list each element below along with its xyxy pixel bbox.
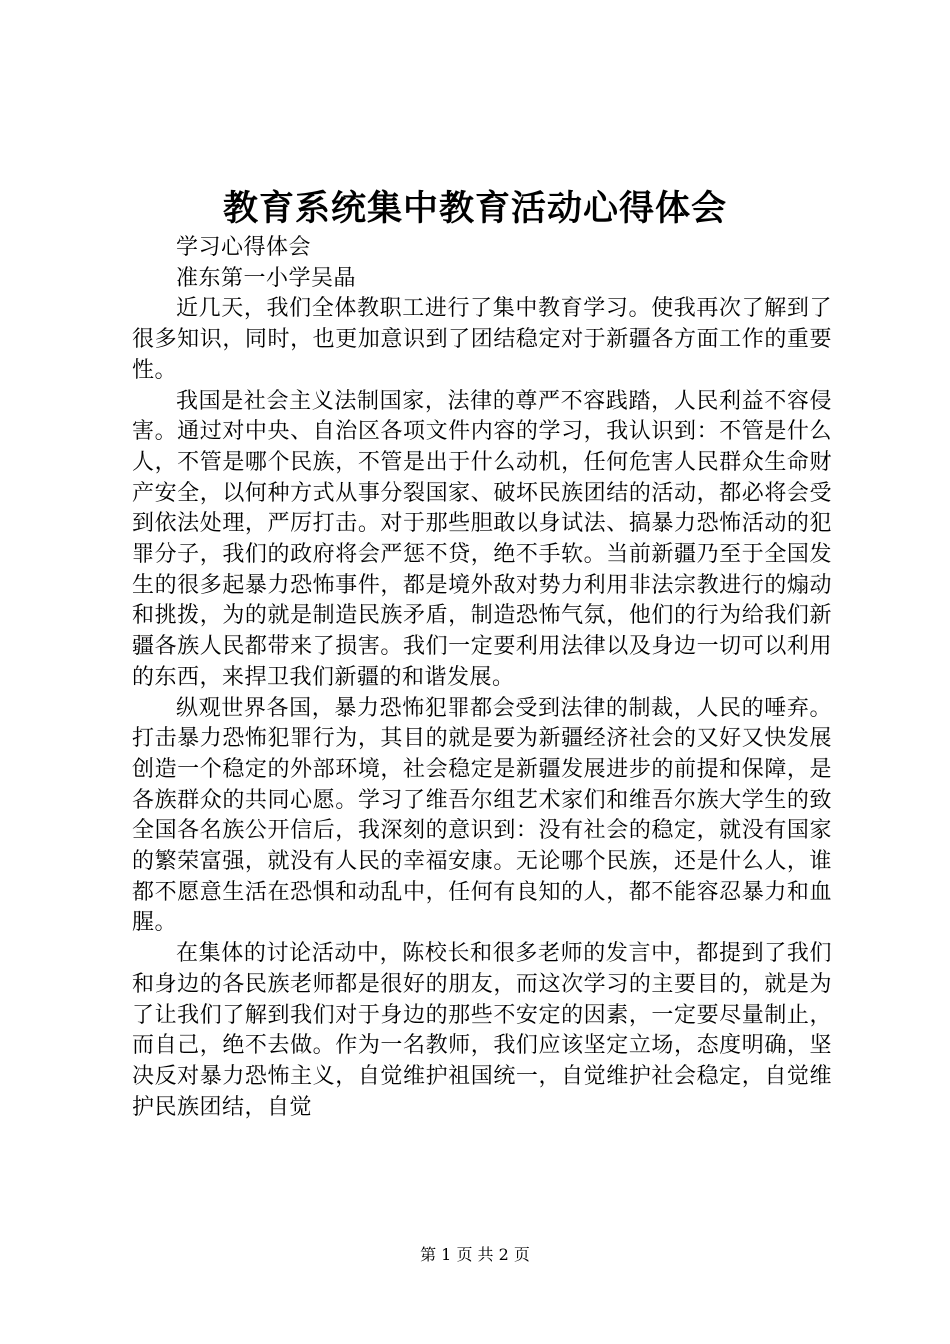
page-number-footer: 第 1 页 共 2 页 xyxy=(420,1245,530,1264)
paragraph-world: 纵观世界各国，暴力恐怖犯罪都会受到法律的制裁，人民的唾弃。打击暴力恐怖犯罪行为，其目的就是要为新疆经济社会的又好又快发展创造一个稳定的外部环境，社会稳定是新疆发展进步的前提和保障，是各族群众的共同心愿。学习了维吾尔组艺术家们和维吾尔族大学生的致全国各名族公开信后，我深刻的意识到：没有社会的稳定，就没有国家的繁荣富强，就没有人民的幸福安康。无论哪个民族，还是什么人，谁都不愿意生活在恐惧和动乱中，任何有良知的人，都不能容忍暴力和血腥。 xyxy=(132,695,832,936)
paragraph-subtitle: 学习心得体会 xyxy=(176,235,312,260)
paragraph-intro: 近几天，我们全体教职工进行了集中教育学习。使我再次了解到了很多知识，同时，也更加意识到了团结稳定对于新疆各方面工作的重要性。 xyxy=(132,296,832,383)
document-title: 教育系统集中教育活动心得体会 xyxy=(222,188,727,229)
paragraph-discussion: 在集体的讨论活动中，陈校长和很多老师的发言中，都提到了我们和身边的各民族老师都是很好的朋友，而这次学习的主要目的，就是为了让我们了解到我们对于身边的那些不安定的因素，一定要尽量制止，而自己，绝不去做。作为一名教师，我们应该坚定立场，态度明确，坚决反对暴力恐怖主义，自觉维护祖国统一，自觉维护社会稳定，自觉维护民族团结，自觉 xyxy=(132,941,832,1120)
document-body xyxy=(132,233,832,1123)
paragraph-law: 我国是社会主义法制国家，法律的尊严不容践踏，人民利益不容侵害。通过对中央、自治区各项文件内容的学习，我认识到：不管是什么人，不管是哪个民族，不管是出于什么动机，任何危害人民群众生命财产安全，以何种方式从事分裂国家、破坏民族团结的活动，都必将会受到依法处理，严厉打击。对于那些胆敢以身试法、搞暴力恐怖活动的犯罪分子，我们的政府将会严惩不贷，绝不手软。当前新疆乃至于全国发生的很多起暴力恐怖事件，都是境外敌对势力利用非法宗教进行的煽动和挑拨，为的就是制造民族矛盾，制造恐怖气氛，他们的行为给我们新疆各族人民都带来了损害。我们一定要利用法律以及身边一切可以利用的东西，来捍卫我们新疆的和谐发展。 xyxy=(132,388,832,690)
paragraph-author: 准东第一小学吴晶 xyxy=(176,265,357,291)
